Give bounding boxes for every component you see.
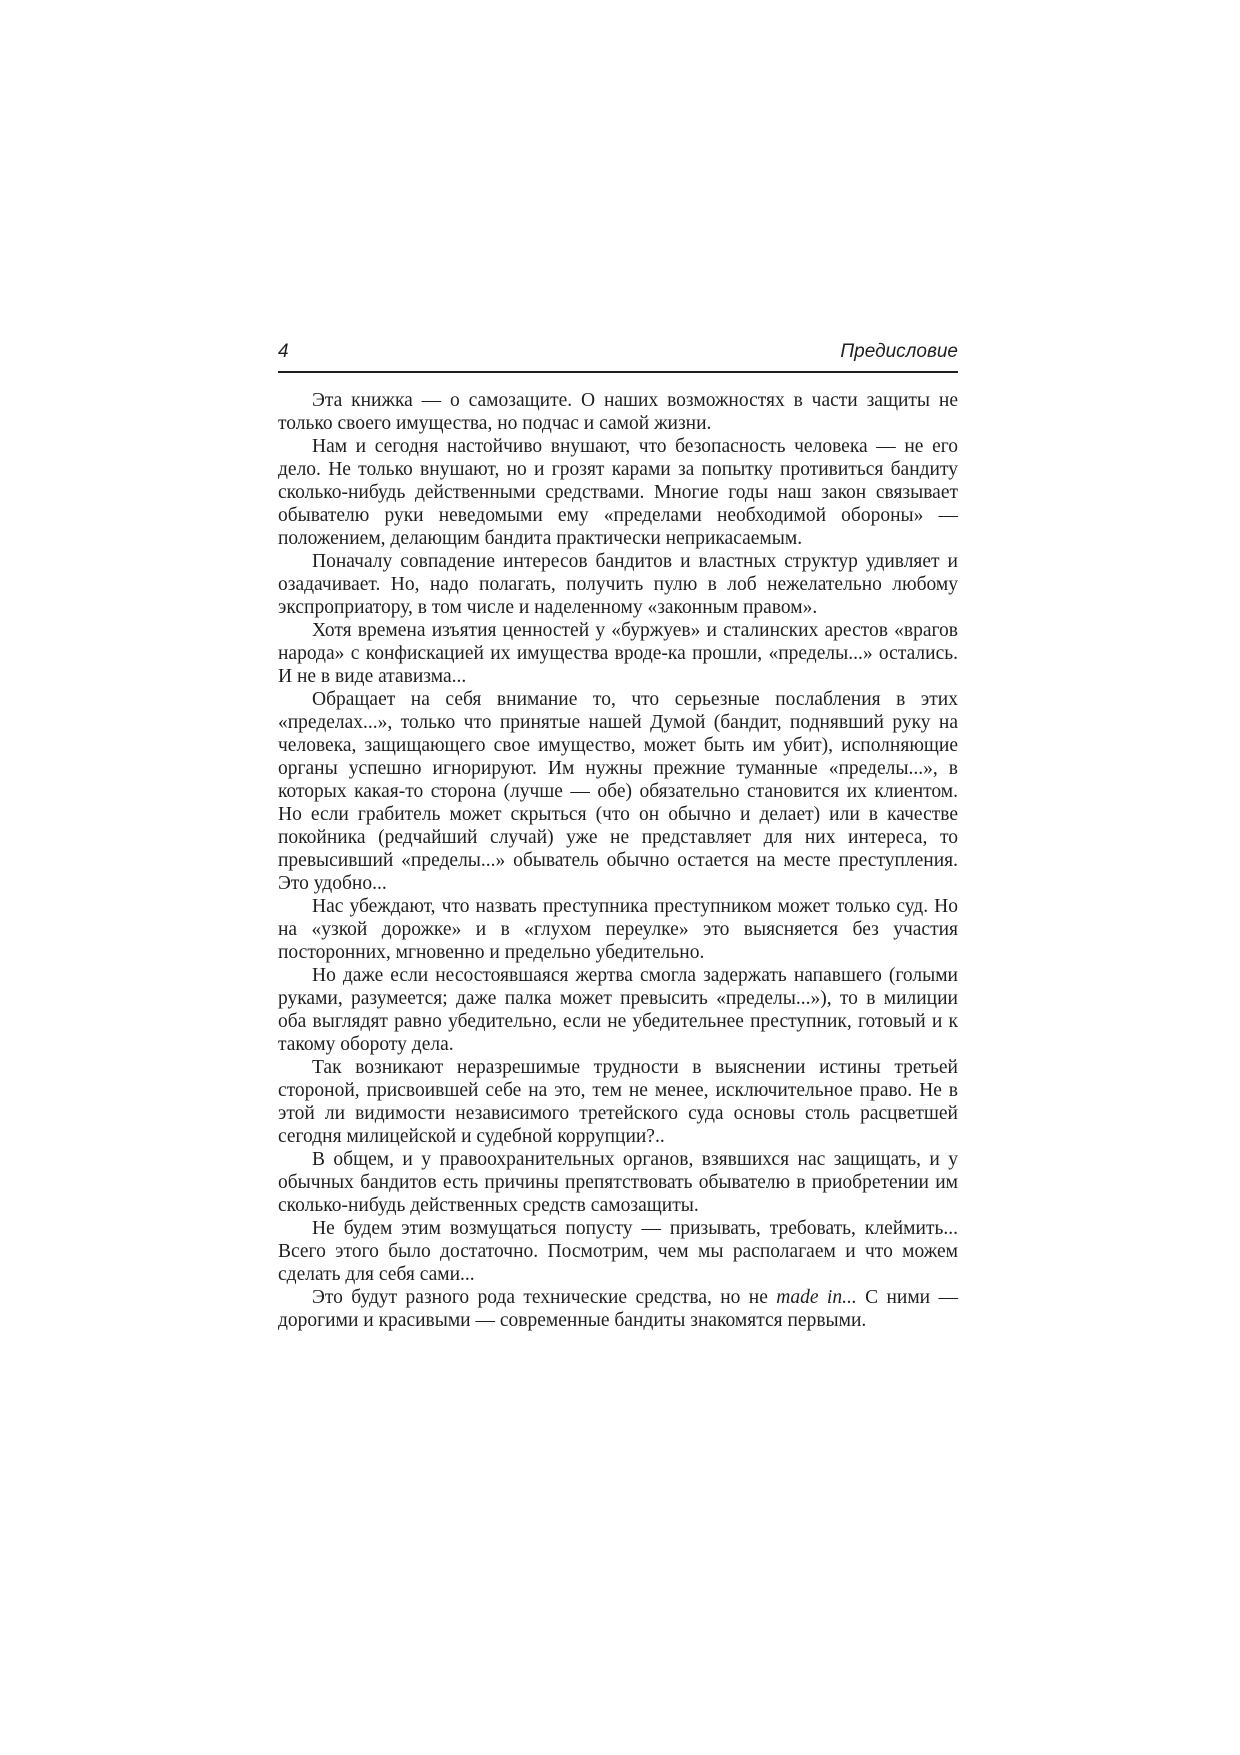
paragraph: Нам и сегодня настойчиво внушают, что безопасность человека — не его дело. Не только внушают, но и грозят карами за попытку противиться бандиту сколько-нибудь действенными средствами. Многие годы наш закон связывает обывателю руки неведомыми ему «пределами необходимой обороны» — положением, делающим бандита практически неприкасаемым.: [278, 436, 958, 549]
paragraph: Но даже если несостоявшаяся жертва смогла задержать напавшего (голыми руками, разумеется; даже палка может превысить «пределы...»), то в милиции оба выглядят равно убедительно, если не убедительнее преступник, готовый и к такому обороту дела.: [278, 965, 958, 1055]
made-in-italic: made in...: [776, 1287, 857, 1308]
last-paragraph-start: Это будут разного рода технические средства, но не: [312, 1287, 777, 1308]
running-head: [278, 337, 958, 373]
paragraph: Эта книжка — о самозащите. О наших возможностях в части защиты не только своего имущества, но подчас и самой жизни.: [278, 390, 958, 434]
paragraph: Поначалу совпадение интересов бандитов и властных структур удивляет и озадачивает. Но, надо полагать, получить пулю в лоб нежелательно любому экспроприатору, в том числе и наделенному «законным правом».: [278, 551, 958, 618]
paragraph: Хотя времена изъятия ценностей у «буржуев» и сталинских арестов «врагов народа» с конфискацией их имущества вроде-ка прошли, «пределы...» остались. И не в виде атавизма...: [278, 620, 958, 687]
last-paragraph: [278, 1286, 958, 1332]
paragraph: Так возникают неразрешимые трудности в выяснении истины третьей стороной, присвоившей себе на это, тем не менее, исключительное право. Не в этой ли видимости независимого третейского суда основы столь расцветшей сегодня милицейской и судебной коррупции?..: [278, 1057, 958, 1147]
section-title: Предисловие: [840, 341, 958, 362]
paragraph: Не будем этим возмущаться попусту — призывать, требовать, клеймить... Всего этого было достаточно. Посмотрим, чем мы располагаем и что можем сделать для себя сами...: [278, 1218, 958, 1285]
page-number: 4: [278, 341, 289, 362]
last-paragraph-end: С ними — дорогими и красивыми — современные бандиты знакомятся первыми.: [278, 1287, 959, 1331]
paragraph: Обращает на себя внимание то, что серьезные послабления в этих «пределах...», только что принятые нашей Думой (бандит, поднявший руку на человека, защищающего свое имущество, может быть им убит), исполняющие органы успешно игнорируют. Им нужны прежние туманные «пределы...», в которых какая-то сторона (лучше — обе) обязательно становится их клиентом. Но если грабитель может скрыться (что он обычно и делает) или в качестве покойника (редчайший случай) уже не представляет для них интереса, то превысивший «пределы...» обыватель обычно остается на месте преступления. Это удобно...: [278, 689, 958, 894]
body-text: [278, 389, 958, 1332]
paragraph: В общем, и у правоохранительных органов, взявшихся нас защищать, и у обычных бандитов есть причины препятствовать обывателю в приобретении им сколько-нибудь действенных средств самозащиты.: [278, 1149, 958, 1216]
paragraph: Нас убеждают, что назвать преступника преступником может только суд. Но на «узкой дорожке» и в «глухом переулке» это выясняется без участия посторонних, мгновенно и предельно убедительно.: [278, 896, 958, 963]
